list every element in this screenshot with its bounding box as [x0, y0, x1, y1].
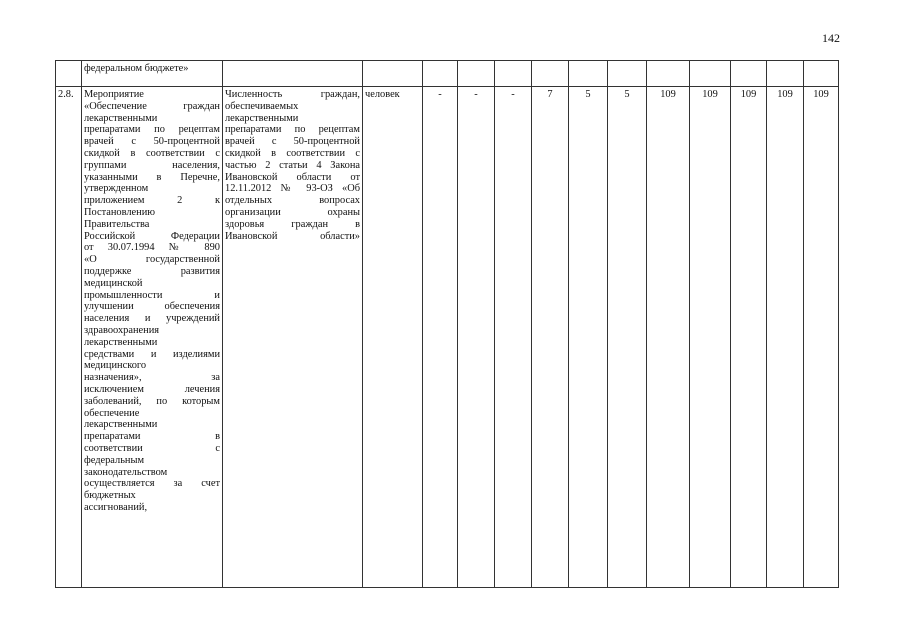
- value-cell: 5: [608, 87, 647, 588]
- text-line: населения и учреждений: [84, 313, 220, 325]
- text-line: улучшении обеспечения: [84, 301, 220, 313]
- value-cell: -: [423, 87, 458, 588]
- row-number-cell: 2.8.: [56, 87, 82, 588]
- table-row: [56, 87, 839, 588]
- value-cell: [804, 61, 839, 87]
- text-line: законодательством: [84, 466, 168, 478]
- text-line: Мероприятие: [84, 89, 144, 100]
- table-row: [56, 61, 839, 87]
- text-line: препаратами по рецептам: [225, 124, 360, 136]
- unit-cell: [363, 61, 423, 87]
- page-number: 142: [822, 31, 840, 45]
- text-line: заболеваний, по которым: [84, 395, 220, 407]
- value-cell: 109: [647, 87, 690, 588]
- text-line: федеральным: [84, 454, 145, 466]
- text-line: «Обеспечение граждан: [84, 100, 220, 112]
- text-line: Ивановской области от: [225, 171, 360, 183]
- text-line: группами населения,: [84, 159, 220, 171]
- text-line: здравоохранения: [84, 324, 160, 336]
- text-line: поддержке развития: [84, 265, 220, 277]
- value-cell: 5: [569, 87, 608, 588]
- text-line: медицинского: [84, 360, 147, 372]
- text-line: ассигнований,: [84, 501, 148, 513]
- text-line: соответствии с: [84, 442, 220, 454]
- text-line: обеспечение: [84, 407, 140, 419]
- value-cell: [767, 61, 804, 87]
- text-line: утвержденном: [84, 183, 149, 195]
- text-line: частью 2 статьи 4 Закона: [225, 159, 360, 171]
- text-line: скидкой в соответствии с: [225, 147, 360, 159]
- text-line: препаратами по рецептам: [84, 124, 220, 136]
- text-line: препаратами в: [84, 431, 220, 443]
- text-line: назначения», за: [84, 372, 220, 384]
- text-line: «О государственной: [84, 254, 220, 266]
- text-line: здоровья граждан в: [225, 218, 360, 230]
- text-line: лекарственными: [225, 112, 299, 124]
- text-line: организации охраны: [225, 206, 360, 218]
- value-cell: [495, 61, 532, 87]
- value-cell: [569, 61, 608, 87]
- description-cell: федеральном бюджете»: [82, 61, 223, 87]
- value-cell: 109: [690, 87, 731, 588]
- text-line: от 30.07.1994 № 890: [84, 242, 220, 254]
- indicator-cell: [223, 61, 363, 87]
- text-line: 12.11.2012 № 93-ОЗ «Об: [225, 183, 360, 195]
- value-cell: -: [458, 87, 495, 588]
- text-line: осуществляется за счет: [84, 478, 220, 490]
- value-cell: 109: [804, 87, 839, 588]
- text-line: бюджетных: [84, 490, 136, 502]
- text-line: средствами и изделиями: [84, 348, 220, 360]
- value-cell: [458, 61, 495, 87]
- text-line: Ивановской области»: [225, 230, 360, 242]
- text-line: лекарственными: [84, 112, 158, 124]
- row-number-cell: [56, 61, 82, 87]
- unit-cell: человек: [363, 87, 423, 588]
- value-cell: [608, 61, 647, 87]
- text-line: указанными в Перечне,: [84, 171, 220, 183]
- value-cell: [423, 61, 458, 87]
- value-cell: [532, 61, 569, 87]
- value-cell: 109: [767, 87, 804, 588]
- indicator-cell: [223, 87, 363, 588]
- text-line: Численность граждан,: [225, 89, 360, 100]
- indicator-table: [55, 60, 839, 588]
- text-line: обеспечиваемых: [225, 100, 299, 112]
- description-cell: [82, 87, 223, 588]
- text-line: врачей с 50-процентной: [225, 136, 360, 148]
- text-line: лекарственными: [84, 336, 158, 348]
- text-line: лекарственными: [84, 419, 158, 431]
- text-line: медицинской: [84, 277, 143, 289]
- value-cell: [690, 61, 731, 87]
- text-line: Правительства: [84, 218, 150, 230]
- value-cell: 7: [532, 87, 569, 588]
- value-cell: 109: [731, 87, 767, 588]
- text-line: промышленности и: [84, 289, 220, 301]
- value-cell: -: [495, 87, 532, 588]
- text-line: приложением 2 к: [84, 195, 220, 207]
- text-line: врачей с 50-процентной: [84, 136, 220, 148]
- value-cell: [647, 61, 690, 87]
- value-cell: [731, 61, 767, 87]
- text-line: исключением лечения: [84, 383, 220, 395]
- text-line: скидкой в соответствии с: [84, 147, 220, 159]
- text-line: отдельных вопросах: [225, 195, 360, 207]
- text-line: Постановлению: [84, 206, 156, 218]
- text-line: Российской Федерации: [84, 230, 220, 242]
